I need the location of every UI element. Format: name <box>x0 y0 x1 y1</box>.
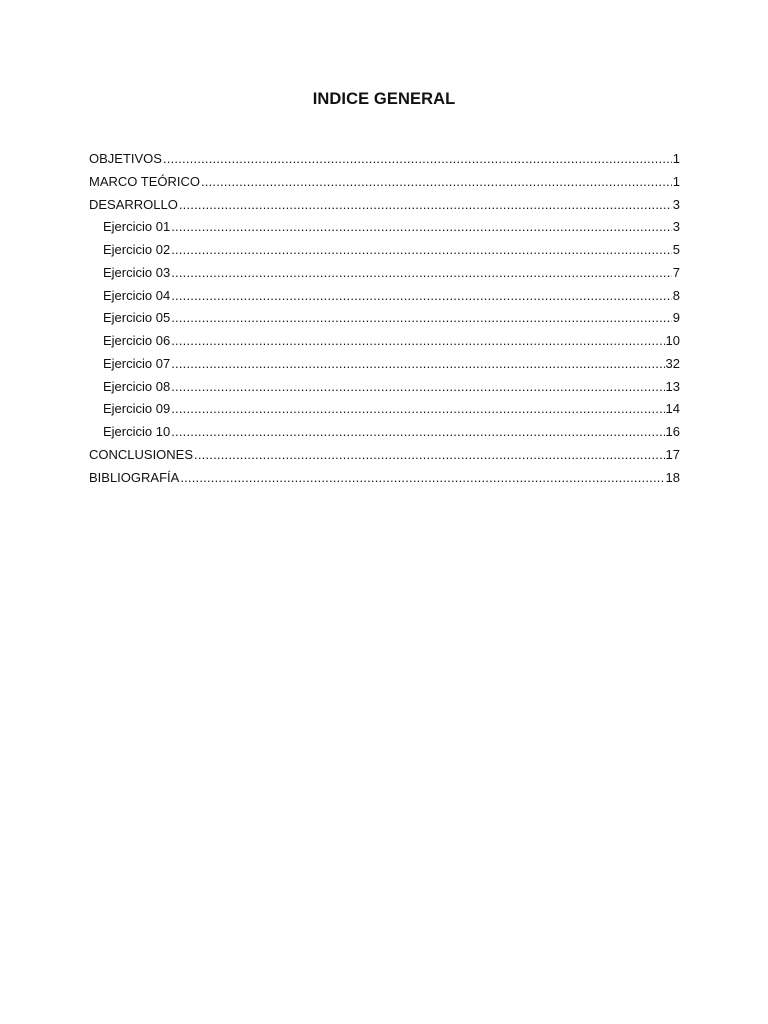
toc-page-number: 10 <box>665 333 680 348</box>
toc-leader-dots <box>194 444 665 467</box>
toc-leader-dots <box>171 353 664 376</box>
toc-leader-dots <box>171 398 664 421</box>
toc-entry-conclusiones[interactable] <box>89 444 680 467</box>
toc-leader-dots <box>171 330 664 353</box>
toc-entry-label: Ejercicio 10 <box>103 424 171 439</box>
toc-entry-ejercicio-08[interactable] <box>89 376 680 399</box>
toc-leader-dots <box>171 262 672 285</box>
toc-leader-dots <box>163 148 672 171</box>
toc-leader-dots <box>171 376 664 399</box>
toc-page-number: 9 <box>672 310 680 326</box>
toc-page-number: 3 <box>672 196 680 212</box>
toc-entry-marco-teorico[interactable] <box>89 171 680 194</box>
toc-leader-dots <box>171 239 672 262</box>
toc-entry-label: Ejercicio 07 <box>103 355 171 371</box>
toc-page-number: 3 <box>672 219 680 235</box>
toc-entry-label: Ejercicio 05 <box>103 310 171 326</box>
toc-entry-label: OBJETIVOS <box>89 151 162 166</box>
toc-entry-label: Ejercicio 08 <box>103 378 171 394</box>
toc-page-number: 17 <box>665 446 680 462</box>
toc-entry-ejercicio-07[interactable] <box>89 353 680 376</box>
toc-entry-ejercicio-06[interactable] <box>89 330 680 353</box>
toc-entry-label: Ejercicio 09 <box>103 401 171 417</box>
toc-entry-ejercicio-01[interactable] <box>89 216 680 239</box>
table-of-contents <box>89 148 680 489</box>
toc-leader-dots <box>171 307 672 330</box>
toc-entry-label: Ejercicio 01 <box>103 219 171 235</box>
toc-page-number: 1 <box>672 173 680 189</box>
toc-entry-label: Ejercicio 02 <box>103 242 171 257</box>
toc-entry-ejercicio-02[interactable] <box>89 239 680 262</box>
toc-entry-ejercicio-03[interactable] <box>89 262 680 285</box>
toc-leader-dots <box>171 421 664 444</box>
toc-entry-ejercicio-10[interactable] <box>89 421 680 444</box>
toc-entry-label: DESARROLLO <box>89 196 178 212</box>
toc-page-number: 1 <box>672 151 680 166</box>
toc-entry-ejercicio-04[interactable] <box>89 285 680 308</box>
toc-entry-ejercicio-05[interactable] <box>89 307 680 330</box>
toc-entry-objetivos[interactable] <box>89 148 680 171</box>
toc-entry-label: CONCLUSIONES <box>89 446 194 462</box>
toc-entry-bibliografia[interactable] <box>89 467 680 490</box>
toc-page-number: 13 <box>665 378 680 394</box>
toc-entry-label: Ejercicio 06 <box>103 333 171 348</box>
toc-entry-label: Ejercicio 03 <box>103 264 171 280</box>
toc-page-number: 18 <box>665 469 680 485</box>
toc-page-number: 7 <box>672 264 680 280</box>
toc-leader-dots <box>171 285 672 308</box>
toc-page-number: 32 <box>665 355 680 371</box>
toc-leader-dots <box>179 194 672 217</box>
toc-entry-ejercicio-09[interactable] <box>89 398 680 421</box>
toc-page-number: 14 <box>665 401 680 417</box>
toc-page-number: 5 <box>672 242 680 257</box>
toc-entry-label: BIBLIOGRAFÍA <box>89 469 180 485</box>
page-title: INDICE GENERAL <box>312 90 456 108</box>
toc-page-number: 16 <box>665 424 680 439</box>
toc-leader-dots <box>201 171 672 194</box>
toc-entry-desarrollo[interactable] <box>89 194 680 217</box>
toc-page-number: 8 <box>672 287 680 303</box>
toc-leader-dots <box>171 216 672 239</box>
toc-entry-label: Ejercicio 04 <box>103 287 171 303</box>
toc-leader-dots <box>180 467 664 490</box>
toc-entry-label: MARCO TEÓRICO <box>89 173 200 189</box>
